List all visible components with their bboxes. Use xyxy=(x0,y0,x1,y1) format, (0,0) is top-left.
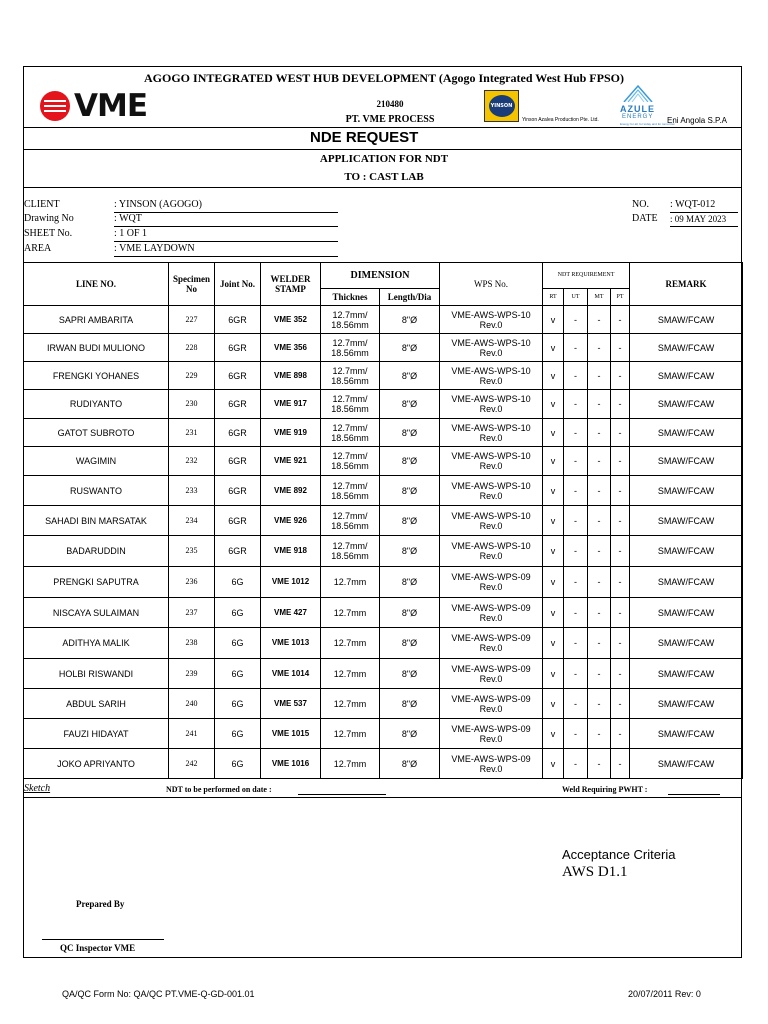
yinson-logo xyxy=(484,90,519,122)
cell-pt: - xyxy=(611,536,630,567)
cell-ut: - xyxy=(564,390,588,419)
cell-pt: - xyxy=(611,334,630,362)
cell-mt: - xyxy=(588,536,611,567)
cell-pt: - xyxy=(611,447,630,476)
cell-length: 8"Ø xyxy=(380,659,440,689)
cell-remark: SMAW/FCAW xyxy=(630,536,743,567)
cell-wps: VME-AWS-WPS-09 Rev.0 xyxy=(440,689,543,719)
cell-length: 8"Ø xyxy=(380,390,440,419)
cell-remark: SMAW/FCAW xyxy=(630,598,743,628)
cell-rt: v xyxy=(543,419,564,447)
th-remark: REMARK xyxy=(630,263,743,306)
cell-thickness: 12.7mm xyxy=(321,598,380,628)
cell-thickness: 12.7mm xyxy=(321,628,380,659)
cell-wps: VME-AWS-WPS-10 Rev.0 xyxy=(440,476,543,506)
cell-joint: 6G xyxy=(215,598,261,628)
table-row xyxy=(24,362,743,390)
cell-welder-stamp: VME 1013 xyxy=(261,628,321,659)
revision-date: 20/07/2011 Rev: 0 xyxy=(628,989,701,999)
cell-rt: v xyxy=(543,689,564,719)
project-title: AGOGO INTEGRATED WEST HUB DEVELOPMENT (Agogo Integrated West Hub FPSO) xyxy=(144,71,624,85)
cell-joint: 6GR xyxy=(215,334,261,362)
eni-angola: Eni Angola S.P.A xyxy=(667,116,727,125)
divider xyxy=(23,187,742,188)
cell-length: 8"Ø xyxy=(380,536,440,567)
cell-remark: SMAW/FCAW xyxy=(630,628,743,659)
cell-remark: SMAW/FCAW xyxy=(630,447,743,476)
area-value: : VME LAYDOWN xyxy=(114,243,195,254)
yinson-logo-text: YINSON xyxy=(489,95,515,117)
cell-remark: SMAW/FCAW xyxy=(630,390,743,419)
divider xyxy=(23,127,742,128)
cell-joint: 6GR xyxy=(215,506,261,536)
cell-rt: v xyxy=(543,567,564,598)
cell-joint: 6G xyxy=(215,628,261,659)
th-thickness: Thicknes xyxy=(321,289,380,306)
cell-mt: - xyxy=(588,749,611,779)
cell-wps: VME-AWS-WPS-09 Rev.0 xyxy=(440,628,543,659)
cell-line-no: FAUZI HIDAYAT xyxy=(24,719,169,749)
table-row xyxy=(24,689,743,719)
cell-mt: - xyxy=(588,567,611,598)
cell-joint: 6GR xyxy=(215,536,261,567)
th-joint: Joint No. xyxy=(215,263,261,306)
azule-name: AZULE xyxy=(620,104,655,114)
cell-mt: - xyxy=(588,659,611,689)
cell-remark: SMAW/FCAW xyxy=(630,689,743,719)
cell-pt: - xyxy=(611,362,630,390)
cell-line-no: ADITHYA MALIK xyxy=(24,628,169,659)
cell-wps: VME-AWS-WPS-09 Rev.0 xyxy=(440,659,543,689)
cell-line-no: HOLBI RISWANDI xyxy=(24,659,169,689)
cell-ut: - xyxy=(564,749,588,779)
table-row xyxy=(24,598,743,628)
cell-rt: v xyxy=(543,447,564,476)
cell-ut: - xyxy=(564,506,588,536)
cell-length: 8"Ø xyxy=(380,567,440,598)
cell-thickness: 12.7mm xyxy=(321,719,380,749)
cell-rt: v xyxy=(543,476,564,506)
table-row xyxy=(24,419,743,447)
cell-length: 8"Ø xyxy=(380,419,440,447)
drawing-value: : WQT xyxy=(114,213,142,224)
cell-pt: - xyxy=(611,306,630,334)
acceptance-criteria-label: Acceptance Criteria xyxy=(562,847,676,862)
cell-pt: - xyxy=(611,419,630,447)
th-ndt: NDT REQUIREMENT xyxy=(543,263,630,289)
cell-rt: v xyxy=(543,719,564,749)
cell-specimen: 234 xyxy=(169,506,215,536)
cell-welder-stamp: VME 1012 xyxy=(261,567,321,598)
cell-joint: 6G xyxy=(215,689,261,719)
cell-pt: - xyxy=(611,598,630,628)
vme-logo-text: VME xyxy=(74,88,148,124)
cell-pt: - xyxy=(611,506,630,536)
cell-ut: - xyxy=(564,719,588,749)
application-title: APPLICATION FOR NDT xyxy=(319,153,449,165)
th-ut: UT xyxy=(564,289,588,306)
cell-length: 8"Ø xyxy=(380,506,440,536)
cell-line-no: BADARUDDIN xyxy=(24,536,169,567)
cell-remark: SMAW/FCAW xyxy=(630,506,743,536)
cell-wps: VME-AWS-WPS-10 Rev.0 xyxy=(440,306,543,334)
cell-rt: v xyxy=(543,390,564,419)
cell-rt: v xyxy=(543,749,564,779)
cell-joint: 6G xyxy=(215,567,261,598)
acceptance-standard: AWS D1.1 xyxy=(562,864,628,880)
cell-wps: VME-AWS-WPS-10 Rev.0 xyxy=(440,390,543,419)
cell-rt: v xyxy=(543,334,564,362)
cell-ut: - xyxy=(564,306,588,334)
th-length: Length/Dia xyxy=(380,289,440,306)
no-label: NO. xyxy=(632,199,649,210)
company-name: PT. VME PROCESS xyxy=(345,114,435,125)
cell-ut: - xyxy=(564,362,588,390)
cell-welder-stamp: VME 918 xyxy=(261,536,321,567)
table-row xyxy=(24,719,743,749)
cell-line-no: PRENGKI SAPUTRA xyxy=(24,567,169,598)
cell-specimen: 227 xyxy=(169,306,215,334)
table-row xyxy=(24,306,743,334)
cell-line-no: RUSWANTO xyxy=(24,476,169,506)
cell-remark: SMAW/FCAW xyxy=(630,719,743,749)
cell-mt: - xyxy=(588,390,611,419)
cell-joint: 6G xyxy=(215,659,261,689)
date-label: DATE xyxy=(632,213,658,224)
cell-joint: 6GR xyxy=(215,306,261,334)
cell-line-no: SAPRI AMBARITA xyxy=(24,306,169,334)
cell-line-no: IRWAN BUDI MULIONO xyxy=(24,334,169,362)
cell-joint: 6G xyxy=(215,749,261,779)
cell-specimen: 236 xyxy=(169,567,215,598)
cell-specimen: 233 xyxy=(169,476,215,506)
cell-welder-stamp: VME 1016 xyxy=(261,749,321,779)
cell-remark: SMAW/FCAW xyxy=(630,749,743,779)
cell-length: 8"Ø xyxy=(380,598,440,628)
cell-mt: - xyxy=(588,598,611,628)
cell-ut: - xyxy=(564,659,588,689)
cell-rt: v xyxy=(543,598,564,628)
cell-specimen: 241 xyxy=(169,719,215,749)
cell-welder-stamp: VME 898 xyxy=(261,362,321,390)
table-row xyxy=(24,628,743,659)
drawing-label: Drawing No xyxy=(24,213,74,224)
cell-length: 8"Ø xyxy=(380,362,440,390)
cell-specimen: 238 xyxy=(169,628,215,659)
cell-ut: - xyxy=(564,628,588,659)
cell-pt: - xyxy=(611,659,630,689)
table-row xyxy=(24,749,743,779)
sheet-value: : 1 OF 1 xyxy=(114,228,148,239)
cell-joint: 6GR xyxy=(215,362,261,390)
cell-joint: 6GR xyxy=(215,390,261,419)
th-welder: WELDER STAMP xyxy=(261,263,321,306)
cell-remark: SMAW/FCAW xyxy=(630,306,743,334)
cell-pt: - xyxy=(611,689,630,719)
document-title: NDE REQUEST xyxy=(310,129,419,146)
cell-ut: - xyxy=(564,567,588,598)
cell-thickness: 12.7mm/ 18.56mm xyxy=(321,362,380,390)
table-row xyxy=(24,390,743,419)
cell-thickness: 12.7mm/ 18.56mm xyxy=(321,419,380,447)
cell-specimen: 235 xyxy=(169,536,215,567)
recipient: TO : CAST LAB xyxy=(344,171,424,183)
cell-line-no: SAHADI BIN MARSATAK xyxy=(24,506,169,536)
cell-line-no: WAGIMIN xyxy=(24,447,169,476)
cell-remark: SMAW/FCAW xyxy=(630,334,743,362)
cell-welder-stamp: VME 1015 xyxy=(261,719,321,749)
cell-specimen: 232 xyxy=(169,447,215,476)
cell-ut: - xyxy=(564,334,588,362)
cell-wps: VME-AWS-WPS-10 Rev.0 xyxy=(440,536,543,567)
cell-welder-stamp: VME 926 xyxy=(261,506,321,536)
cell-length: 8"Ø xyxy=(380,447,440,476)
cell-ut: - xyxy=(564,447,588,476)
cell-wps: VME-AWS-WPS-09 Rev.0 xyxy=(440,749,543,779)
cell-rt: v xyxy=(543,659,564,689)
cell-welder-stamp: VME 427 xyxy=(261,598,321,628)
date-value: : 09 MAY 2023 xyxy=(670,214,727,224)
cell-thickness: 12.7mm xyxy=(321,659,380,689)
cell-mt: - xyxy=(588,419,611,447)
divider xyxy=(23,797,742,798)
cell-length: 8"Ø xyxy=(380,476,440,506)
cell-mt: - xyxy=(588,628,611,659)
cell-mt: - xyxy=(588,506,611,536)
cell-wps: VME-AWS-WPS-09 Rev.0 xyxy=(440,598,543,628)
sheet-label: SHEET No. xyxy=(24,228,73,239)
cell-remark: SMAW/FCAW xyxy=(630,567,743,598)
cell-wps: VME-AWS-WPS-10 Rev.0 xyxy=(440,362,543,390)
cell-ut: - xyxy=(564,536,588,567)
cell-specimen: 230 xyxy=(169,390,215,419)
cell-thickness: 12.7mm xyxy=(321,749,380,779)
table-row xyxy=(24,567,743,598)
area-label: AREA xyxy=(24,243,52,254)
cell-joint: 6G xyxy=(215,719,261,749)
cell-thickness: 12.7mm/ 18.56mm xyxy=(321,447,380,476)
cell-line-no: RUDIYANTO xyxy=(24,390,169,419)
cell-ut: - xyxy=(564,598,588,628)
yinson-caption: Yinson Azalea Production Pte. Ltd. xyxy=(522,117,599,123)
cell-mt: - xyxy=(588,362,611,390)
cell-remark: SMAW/FCAW xyxy=(630,476,743,506)
cell-specimen: 228 xyxy=(169,334,215,362)
cell-pt: - xyxy=(611,628,630,659)
cell-line-no: GATOT SUBROTO xyxy=(24,419,169,447)
table-row xyxy=(24,476,743,506)
cell-thickness: 12.7mm/ 18.56mm xyxy=(321,536,380,567)
sketch-label: Sketch xyxy=(24,783,51,794)
cell-pt: - xyxy=(611,749,630,779)
cell-remark: SMAW/FCAW xyxy=(630,659,743,689)
cell-wps: VME-AWS-WPS-10 Rev.0 xyxy=(440,419,543,447)
no-value: : WQT-012 xyxy=(670,199,716,210)
azule-energy: ENERGY xyxy=(622,114,654,120)
cell-welder-stamp: VME 919 xyxy=(261,419,321,447)
cell-welder-stamp: VME 892 xyxy=(261,476,321,506)
cell-thickness: 12.7mm/ 18.56mm xyxy=(321,334,380,362)
th-line-no: LINE NO. xyxy=(24,263,169,306)
vme-logo-icon xyxy=(40,91,70,121)
qc-inspector-label: QC Inspector VME xyxy=(60,943,136,953)
th-mt: MT xyxy=(588,289,611,306)
cell-mt: - xyxy=(588,306,611,334)
table-row xyxy=(24,506,743,536)
cell-rt: v xyxy=(543,536,564,567)
cell-specimen: 239 xyxy=(169,659,215,689)
cell-length: 8"Ø xyxy=(380,306,440,334)
th-rt: RT xyxy=(543,289,564,306)
cell-wps: VME-AWS-WPS-09 Rev.0 xyxy=(440,719,543,749)
cell-mt: - xyxy=(588,689,611,719)
prepared-by-label: Prepared By xyxy=(76,899,125,909)
cell-wps: VME-AWS-WPS-10 Rev.0 xyxy=(440,506,543,536)
client-value: : YINSON (AGOGO) xyxy=(114,199,202,210)
cell-rt: v xyxy=(543,628,564,659)
cell-specimen: 242 xyxy=(169,749,215,779)
cell-pt: - xyxy=(611,476,630,506)
azule-logo-icon xyxy=(620,84,656,102)
cell-specimen: 240 xyxy=(169,689,215,719)
cell-wps: VME-AWS-WPS-10 Rev.0 xyxy=(440,334,543,362)
azule-tagline: Energy for all, for today and for tomorrow xyxy=(620,122,675,126)
cell-ut: - xyxy=(564,476,588,506)
th-specimen: Specimen No xyxy=(169,263,215,306)
cell-specimen: 231 xyxy=(169,419,215,447)
table-row xyxy=(24,536,743,567)
cell-length: 8"Ø xyxy=(380,689,440,719)
th-dimension: DIMENSION xyxy=(321,263,440,289)
cell-mt: - xyxy=(588,476,611,506)
cell-mt: - xyxy=(588,447,611,476)
cell-mt: - xyxy=(588,719,611,749)
cell-thickness: 12.7mm/ 18.56mm xyxy=(321,390,380,419)
cell-wps: VME-AWS-WPS-09 Rev.0 xyxy=(440,567,543,598)
cell-specimen: 237 xyxy=(169,598,215,628)
cell-joint: 6GR xyxy=(215,476,261,506)
cell-welder-stamp: VME 537 xyxy=(261,689,321,719)
cell-thickness: 12.7mm/ 18.56mm xyxy=(321,506,380,536)
table-row xyxy=(24,334,743,362)
client-label: CLIENT xyxy=(24,199,60,210)
cell-specimen: 229 xyxy=(169,362,215,390)
cell-joint: 6GR xyxy=(215,447,261,476)
cell-joint: 6GR xyxy=(215,419,261,447)
cell-length: 8"Ø xyxy=(380,334,440,362)
cell-mt: - xyxy=(588,334,611,362)
cell-rt: v xyxy=(543,306,564,334)
cell-remark: SMAW/FCAW xyxy=(630,419,743,447)
table-row xyxy=(24,659,743,689)
cell-line-no: ABDUL SARIH xyxy=(24,689,169,719)
cell-ut: - xyxy=(564,419,588,447)
cell-wps: VME-AWS-WPS-10 Rev.0 xyxy=(440,447,543,476)
ndt-date-label: NDT to be performed on date : xyxy=(166,785,272,794)
cell-line-no: JOKO APRIYANTO xyxy=(24,749,169,779)
cell-pt: - xyxy=(611,390,630,419)
cell-thickness: 12.7mm xyxy=(321,567,380,598)
nde-table xyxy=(23,262,743,779)
cell-thickness: 12.7mm xyxy=(321,689,380,719)
vme-logo xyxy=(40,88,147,124)
divider xyxy=(23,149,742,150)
cell-welder-stamp: VME 1014 xyxy=(261,659,321,689)
cell-line-no: FRENGKI YOHANES xyxy=(24,362,169,390)
cell-thickness: 12.7mm/ 18.56mm xyxy=(321,306,380,334)
th-pt: PT xyxy=(611,289,630,306)
cell-welder-stamp: VME 921 xyxy=(261,447,321,476)
cell-length: 8"Ø xyxy=(380,719,440,749)
cell-pt: - xyxy=(611,567,630,598)
cell-length: 8"Ø xyxy=(380,749,440,779)
cell-thickness: 12.7mm/ 18.56mm xyxy=(321,476,380,506)
cell-rt: v xyxy=(543,362,564,390)
form-number: QA/QC Form No: QA/QC PT.VME-Q-GD-001.01 xyxy=(62,989,255,999)
cell-remark: SMAW/FCAW xyxy=(630,362,743,390)
cell-line-no: NISCAYA SULAIMAN xyxy=(24,598,169,628)
cell-ut: - xyxy=(564,689,588,719)
pwht-label: Weld Requiring PWHT : xyxy=(562,785,648,794)
th-wps: WPS No. xyxy=(440,263,543,306)
cell-pt: - xyxy=(611,719,630,749)
cell-welder-stamp: VME 352 xyxy=(261,306,321,334)
cell-length: 8"Ø xyxy=(380,628,440,659)
cell-welder-stamp: VME 917 xyxy=(261,390,321,419)
cell-welder-stamp: VME 356 xyxy=(261,334,321,362)
project-code: 210480 xyxy=(376,99,404,109)
cell-rt: v xyxy=(543,506,564,536)
table-row xyxy=(24,447,743,476)
